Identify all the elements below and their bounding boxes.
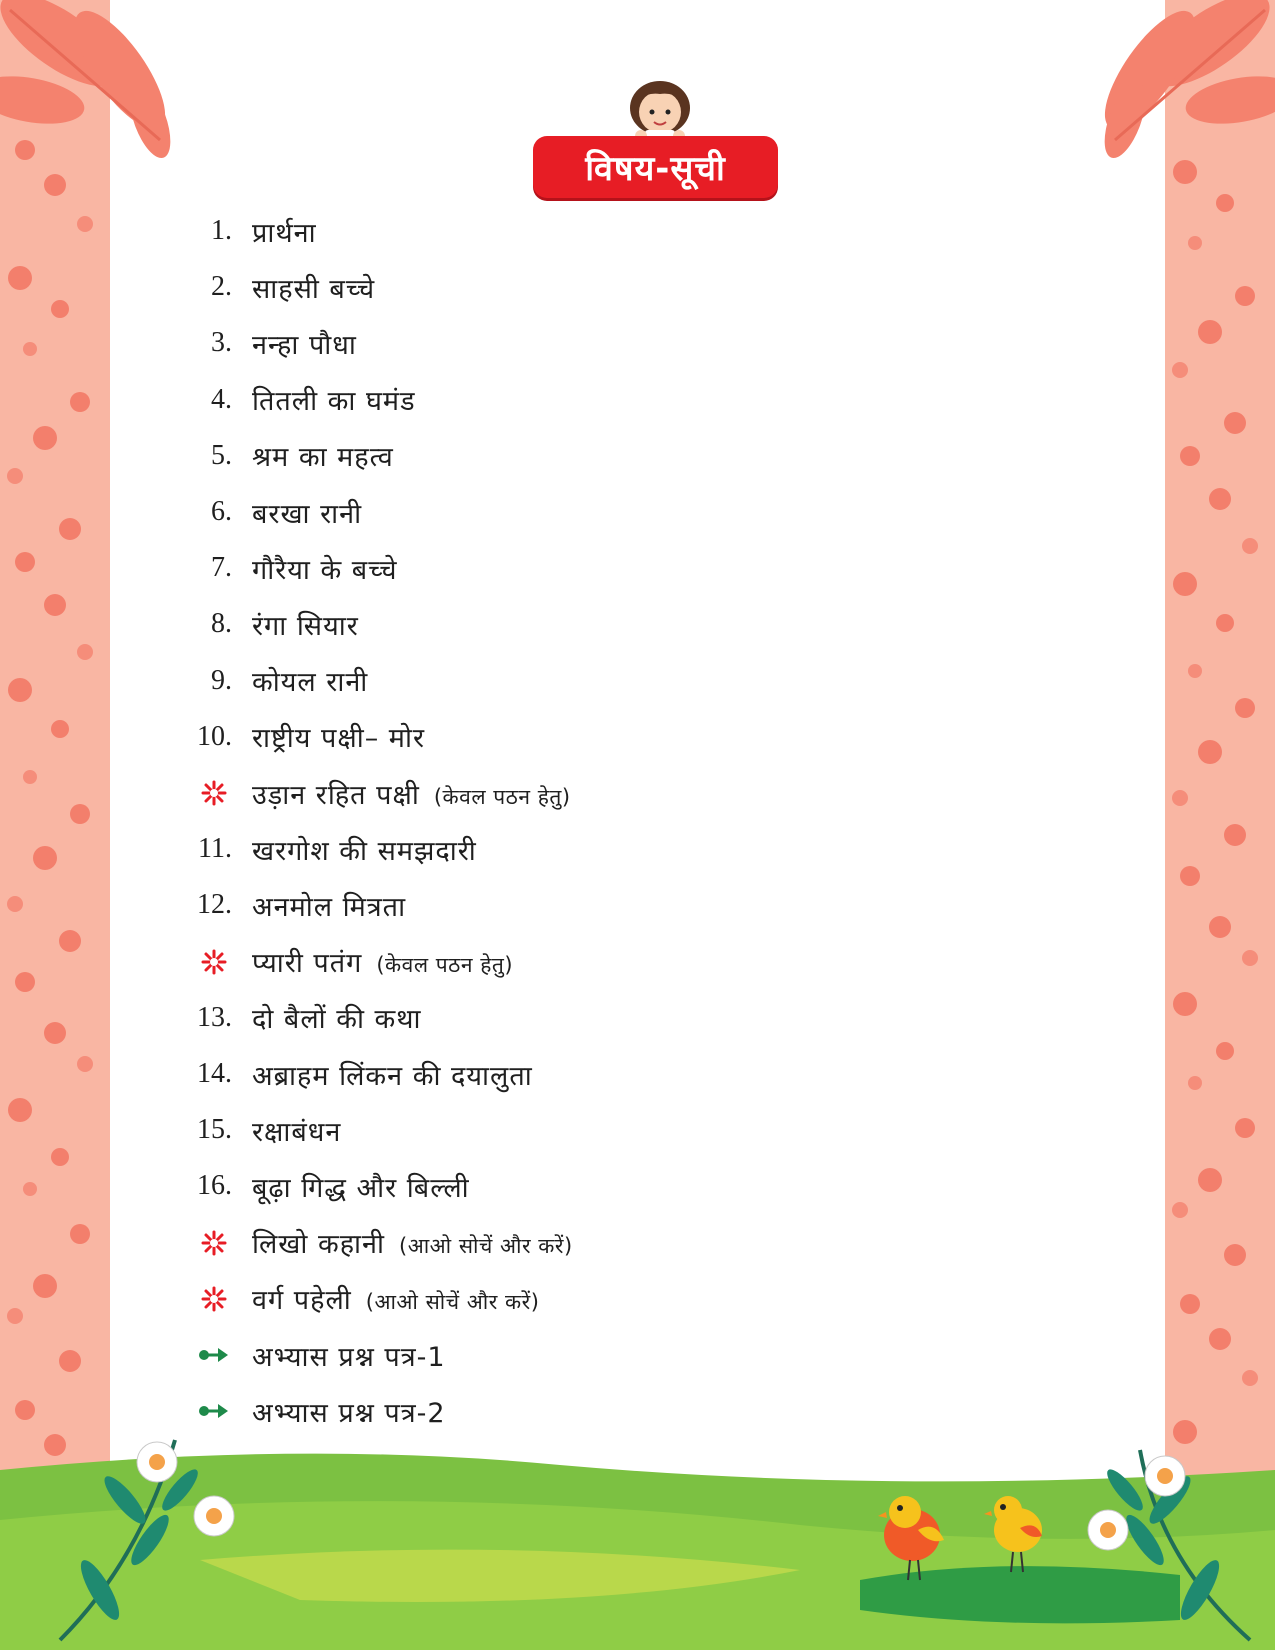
toc-item-title-text: नन्हा पौधा xyxy=(252,329,357,361)
toc-item-title-text: बूढ़ा गिद्ध और बिल्ली xyxy=(252,1172,470,1204)
toc-item-number: 13. xyxy=(197,1001,232,1033)
toc-item-number: 16. xyxy=(197,1170,232,1202)
toc-item-title-text: गौरैया के बच्चे xyxy=(252,554,398,586)
toc-item-number: 15. xyxy=(197,1114,232,1146)
toc-item-note: (आओ सोचें और करें) xyxy=(365,1290,540,1315)
toc-item-number: 3. xyxy=(211,327,232,359)
toc-item-number: 4. xyxy=(211,383,232,415)
toc-item-number: 6. xyxy=(211,496,232,527)
toc-item-note: (केवल पठन हेतु) xyxy=(433,784,571,809)
toc-item-title-text: वर्ग पहेली xyxy=(252,1285,352,1317)
toc-item-title-text: लिखो कहानी xyxy=(252,1229,386,1261)
toc-item-title-text: तितली का घमंड xyxy=(252,386,416,418)
toc-item-title-text: साहसी बच्चे xyxy=(252,273,376,305)
toc-item-title-text: प्रार्थना xyxy=(252,217,317,249)
toc-item-title-text: रक्षाबंधन xyxy=(252,1116,342,1148)
toc-item-title-text: रंगा सियार xyxy=(252,610,359,642)
toc-item-title-text: अभ्यास प्रश्न पत्र-1 xyxy=(252,1341,446,1373)
toc-item-number: 14. xyxy=(197,1058,232,1089)
toc-item-title-text: बरखा रानी xyxy=(252,498,363,530)
toc-item-note: (आओ सोचें और करें) xyxy=(399,1234,573,1259)
toc-item-title-text: उड़ान रहित पक्षी xyxy=(252,779,420,811)
toc-item-number: 2. xyxy=(211,271,232,303)
toc-item-number: 12. xyxy=(197,889,232,921)
toc-item-title-text: अब्राहम लिंकन की दयालुता xyxy=(252,1060,533,1092)
toc-item-title-text: कोयल रानी xyxy=(252,667,369,699)
toc-item-title-text: अनमोल मित्रता xyxy=(252,891,407,923)
toc-item-title-text: खरगोश की समझदारी xyxy=(252,835,477,867)
toc-item-title-text: श्रम का महत्व xyxy=(252,442,394,474)
toc-item-title-text: दो बैलों की कथा xyxy=(252,1004,422,1036)
toc-item-number: 10. xyxy=(197,720,232,752)
toc-item-title-text: राष्ट्रीय पक्षी– मोर xyxy=(252,723,425,755)
toc-item-number: 5. xyxy=(211,439,232,471)
toc-item-number: 8. xyxy=(211,608,232,640)
page-title: विषय-सूची xyxy=(585,149,726,189)
toc-item-number: 1. xyxy=(211,215,232,246)
toc-item-number: 7. xyxy=(211,552,232,584)
toc-item-note: (केवल पठन हेतु) xyxy=(376,953,514,978)
toc-item-number: 9. xyxy=(211,664,232,696)
toc-item-title-text: प्यारी पतंग xyxy=(252,948,363,980)
toc-item-title-text: अभ्यास प्रश्न पत्र-2 xyxy=(252,1397,446,1429)
toc-item-number: 11. xyxy=(198,833,232,865)
